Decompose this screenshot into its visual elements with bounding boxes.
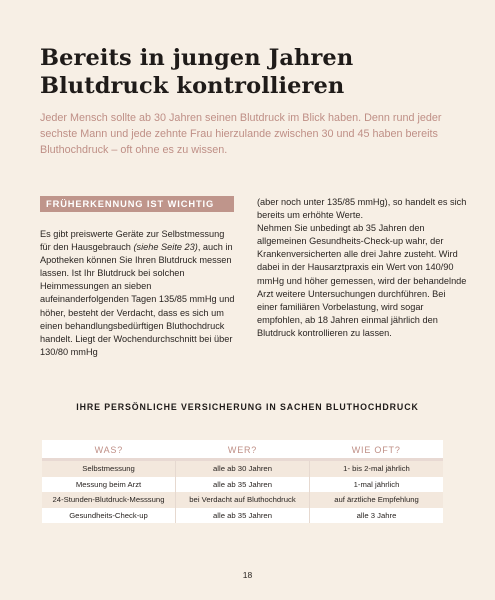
table-cell: alle ab 30 Jahren bbox=[175, 461, 309, 477]
screening-table bbox=[42, 440, 443, 523]
right-column-paragraph-2: Nehmen Sie unbedingt ab 35 Jahren den allgemeinen Gesundheits-Check-up wahr, der Krankenversicherten alle drei Jahre zusteht. Wird dabei in der Hausarztpraxis ein Wert von 140/90 mmHg und höher gemessen, wird der behandelnde Arzt weitere Untersuchungen durchführen. Bei einer familiären Vorbelastung, wird sogar empfohlen, ab 18 Jahren einmal jährlich den Blutdruck kontrollieren zu lassen. bbox=[257, 223, 467, 338]
table-cell: bei Verdacht auf Bluthochdruck bbox=[175, 492, 309, 508]
right-column bbox=[257, 196, 467, 340]
table-cell: alle 3 Jahre bbox=[309, 508, 443, 524]
page-title: Bereits in jungen Jahren Blutdruck kontrollieren bbox=[40, 45, 354, 99]
table-cell: auf ärztliche Empfehlung bbox=[309, 492, 443, 508]
table-row bbox=[42, 508, 443, 524]
page-reference: (siehe Seite 23) bbox=[133, 242, 198, 253]
right-column-paragraph-1: (aber noch unter 135/85 mmHg), so handelt es sich bereits um erhöhte Werte. bbox=[257, 197, 467, 221]
table-header-row bbox=[42, 440, 443, 461]
left-text-after: , auch in Apotheken können Sie Ihren Blutdruck messen lassen. Ist Ihr Blutdruck bei solchen Heimmessungen an sieben aufeinanderfolgenden Tagen 135/85 mmHg und höher, besteht der Verdacht, dass es sich um einen behandlungsbedürftigen Bluthochdruck handelt. Liegt der Wochendurchschnitt bei über 130/80 mmHg bbox=[40, 242, 235, 357]
lead-paragraph: Jeder Mensch sollte ab 30 Jahren seinen Blutdruck im Blick haben. Denn rund jeder sechste Mann und jede zehnte Frau hierzulande zwischen 30 und 45 haben bereits Bluthochdruck – oft ohne es zu wissen. bbox=[40, 112, 442, 156]
table-header-cell: WAS? bbox=[94, 445, 124, 455]
table-header-cell: WER? bbox=[227, 445, 258, 455]
table-row bbox=[42, 492, 443, 508]
table-cell: Messung beim Arzt bbox=[75, 479, 142, 489]
page-number: 18 bbox=[242, 570, 253, 580]
section-heading: FRÜHERKENNUNG IST WICHTIG bbox=[40, 196, 234, 212]
table-cell: 1- bis 2-mal jährlich bbox=[309, 461, 443, 477]
table-cell: 1-mal jährlich bbox=[309, 477, 443, 493]
table-row bbox=[42, 477, 443, 493]
table-header-cell: WIE OFT? bbox=[351, 445, 401, 455]
table-cell: alle ab 35 Jahren bbox=[175, 477, 309, 493]
table-cell: Gesundheits-Check-up bbox=[69, 510, 148, 520]
table-cell: Selbstmessung bbox=[82, 464, 135, 473]
left-column bbox=[40, 228, 236, 359]
table-title: IHRE PERSÖNLICHE VERSICHERUNG IN SACHEN BLUTHOCHDRUCK bbox=[76, 402, 419, 412]
table-cell: alle ab 35 Jahren bbox=[175, 508, 309, 524]
left-text-before: Es gibt preiswerte Geräte zur Selbstmessung für den Hausgebrauch bbox=[40, 229, 225, 253]
table-row bbox=[42, 461, 443, 477]
left-column-paragraph bbox=[40, 228, 236, 359]
table-cell: 24-Stunden-Blutdruck-Messsung bbox=[52, 495, 165, 504]
